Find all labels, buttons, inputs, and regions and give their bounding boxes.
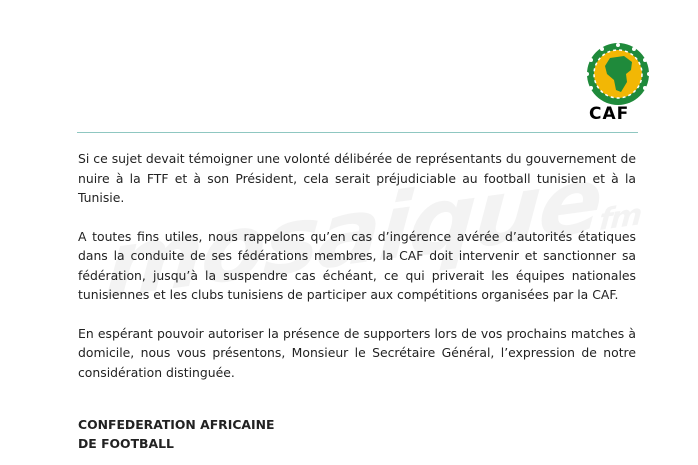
paragraph-1: Si ce sujet devait témoigner une volonté délibérée de représentants du gouvernement de nuire à la FTF et à son Président, cela serait préjudiciable au football tunisien et à la Tunisie. <box>78 151 636 205</box>
signature-line-1: CONFEDERATION AFRICAINE <box>78 417 275 432</box>
caf-logo-label: CAF <box>589 104 630 124</box>
header-divider <box>77 132 638 133</box>
paragraph-3: En espérant pouvoir autoriser la présence de supporters lors de vos prochains matches à domicile, nous vous présentons, Monsieur le Secrétaire Général, l’expression de notre considération distinguée. <box>78 325 636 380</box>
signature-line-2: DE FOOTBALL <box>78 436 174 451</box>
letter-body <box>78 149 636 401</box>
paragraph-2: A toutes fins utiles, nous rappelons qu’en cas d’ingérence avérée d’autorités étatiques dans la conduite de ses fédérations membres, la CAF doit intervenir et sanctionner sa fédération, jusqu’à la suspendre cas échéant, ce qui priverait les équipes nationales tunisiennes et les clubs tunisiens de participer aux compétitions organisées par la CAF. <box>78 228 636 302</box>
signature-block <box>78 415 274 453</box>
caf-emblem-icon <box>574 40 664 110</box>
